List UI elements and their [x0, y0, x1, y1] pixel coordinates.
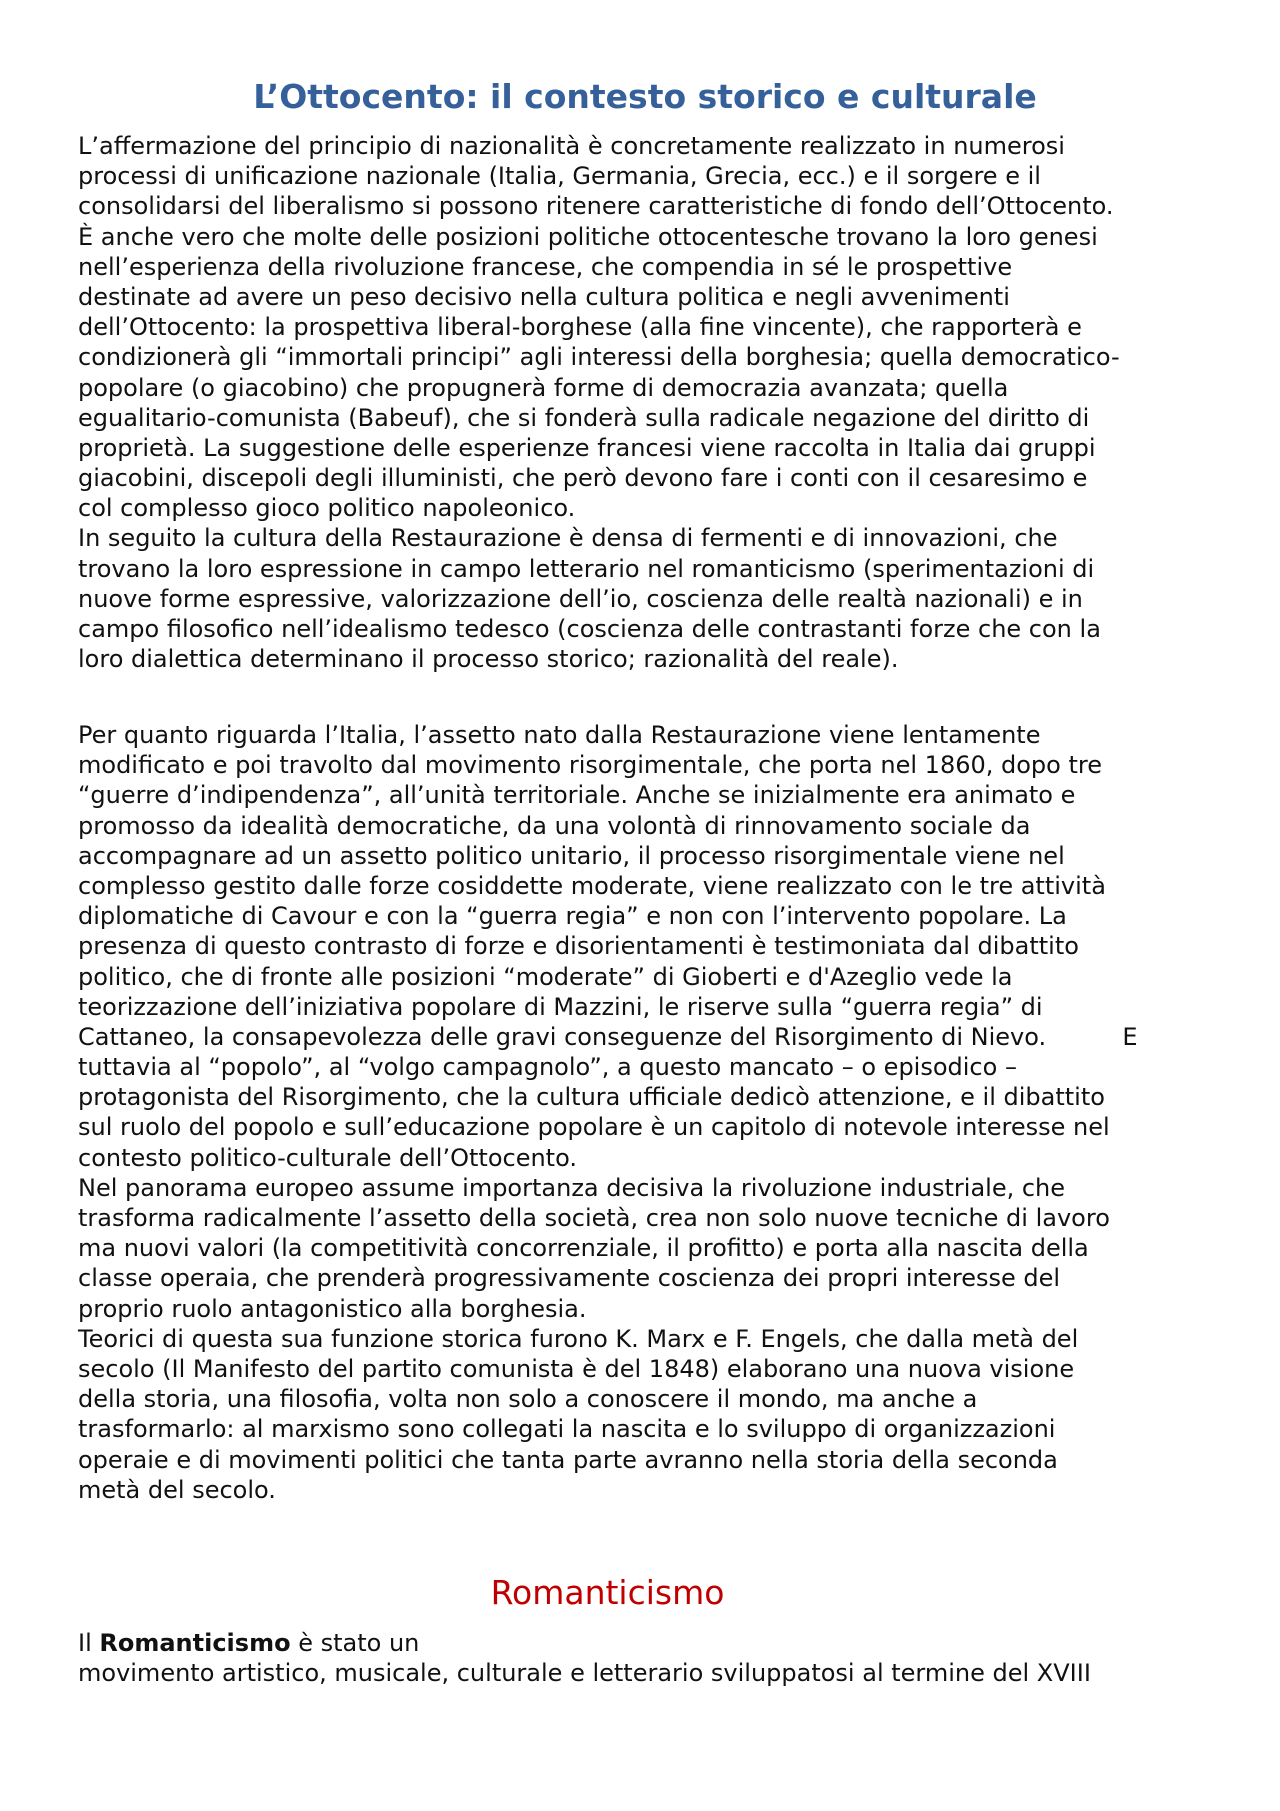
text-line: proprio ruolo antagonistico alla borghesia. — [78, 1294, 587, 1323]
text-line: È anche vero che molte delle posizioni politiche ottocentesche trovano la loro genesi — [78, 222, 1098, 251]
text-line: della storia, una filosofia, volta non solo a conoscere il mondo, ma anche a — [78, 1385, 978, 1414]
text-line: ma nuovi valori (la competitività concorrenziale, il profitto) e porta alla nascita della — [78, 1234, 1089, 1263]
text-line: destinate ad avere un peso decisivo nella cultura politica e negli avvenimenti — [78, 282, 1010, 311]
text-line: condizionerà gli “immortali principi” agli interessi della borghesia; quella democratico- — [78, 343, 1120, 372]
text-line: egualitario-comunista (Babeuf), che si fonderà sulla radicale negazione del diritto di — [78, 403, 1090, 432]
page-title: L’Ottocento: il contesto storico e culturale — [253, 77, 1037, 116]
text-line: classe operaia, che prenderà progressivamente coscienza dei propri interesse del — [78, 1264, 1061, 1293]
text-line: teorizzazione dell’iniziativa popolare di Mazzini, le riserve sulla “guerra regia” di — [78, 992, 1043, 1021]
section-title-romanticismo: Romanticismo — [490, 1573, 725, 1612]
text-line — [78, 1628, 1278, 1658]
text-line: Nel panorama europeo assume importanza decisiva la rivoluzione industriale, che — [78, 1173, 1066, 1202]
text-line: trovano la loro espressione in campo letterario nel romanticismo (sperimentazioni di — [78, 554, 1095, 583]
bold-term-romanticismo: Romanticismo — [99, 1629, 291, 1657]
text-line: popolare (o giacobino) che propugnerà forme di democrazia avanzata; quella — [78, 373, 1009, 402]
text-line: complesso gestito dalle forze cosiddette moderate, viene realizzato con le tre attività — [78, 871, 1106, 900]
text-line: sul ruolo del popolo e sull’educazione popolare è un capitolo di notevole interesse nel — [78, 1113, 1110, 1142]
text-line: processi di unificazione nazionale (Italia, Germania, Grecia, ecc.) e il sorgere e il — [78, 162, 1041, 191]
text-line: campo filosofico nell’idealismo tedesco (coscienza delle contrastanti forze che con la — [78, 615, 1101, 643]
paragraph-block-romanticismo — [78, 1628, 1278, 1688]
text-line: metà del secolo. — [78, 1475, 276, 1504]
text-line: Cattaneo, la consapevolezza delle gravi conseguenze del Risorgimento di Nievo. E — [78, 1022, 1138, 1051]
text-line: trasformarlo: al marxismo sono collegati la nascita e lo sviluppo di organizzazioni — [78, 1415, 1056, 1444]
text-line: secolo (Il Manifesto del partito comunista è del 1848) elaborano una nuova visione — [78, 1354, 1075, 1383]
text-line: nuove forme espressive, valorizzazione dell’io, coscienza delle realtà nazionali) e in — [78, 584, 1083, 613]
text-line: protagonista del Risorgimento, che la cultura ufficiale dedicò attenzione, e il dibattito — [78, 1083, 1105, 1112]
text-line: trasforma radicalmente l’assetto della società, crea non solo nuove tecniche di lavoro — [78, 1204, 1110, 1232]
text-line: presenza di questo contrasto di forze e disorientamenti è testimoniata dal dibattito — [78, 932, 1079, 961]
text-line: “guerre d’indipendenza”, all’unità territoriale. Anche se inizialmente era animato e — [78, 781, 1076, 810]
text-line: Per quanto riguarda l’Italia, l’assetto nato dalla Restaurazione viene lentamente — [78, 721, 1041, 749]
paragraph-block-risorgimento — [78, 720, 1278, 1505]
text-line: promosso da idealità democratiche, da una volontà di rinnovamento sociale da — [78, 811, 1031, 840]
text-line: operaie e di movimenti politici che tanta parte avranno nella storia della seconda — [78, 1445, 1058, 1474]
text-line: giacobini, discepoli degli illuministi, che però devono fare i conti con il cesaresimo e — [78, 464, 1088, 493]
text-line: In seguito la cultura della Restaurazione è densa di fermenti e di innovazioni, che — [78, 524, 1058, 553]
text-line: accompagnare ad un assetto politico unitario, il processo risorgimentale viene nel — [78, 841, 1065, 870]
paragraph-block-context — [78, 131, 1278, 674]
text-line: diplomatiche di Cavour e con la “guerra regia” e non con l’intervento popolare. La — [78, 902, 1067, 931]
text-line: politico, che di fronte alle posizioni “moderate” di Gioberti e d'Azeglio vede la — [78, 962, 1013, 991]
text-line: consolidarsi del liberalismo si possono ritenere caratteristiche di fondo dell’Ottocento. — [78, 192, 1114, 221]
text-line: nell’esperienza della rivoluzione francese, che compendia in sé le prospettive — [78, 252, 1013, 281]
text-line: col complesso gioco politico napoleonico. — [78, 494, 576, 523]
text-line: modificato e poi travolto dal movimento risorgimentale, che porta nel 1860, dopo tre — [78, 751, 1102, 780]
text-line: proprietà. La suggestione delle esperienze francesi viene raccolta in Italia dai gruppi — [78, 433, 1096, 462]
text-line: loro dialettica determinano il processo storico; razionalità del reale). — [78, 645, 899, 674]
intro-prefix: Il — [78, 1629, 100, 1657]
intro-suffix: è stato un — [290, 1629, 420, 1657]
text-line: contesto politico-culturale dell’Ottocento. — [78, 1143, 577, 1172]
text-line: Teorici di questa sua funzione storica furono K. Marx e F. Engels, che dalla metà del — [78, 1324, 1079, 1353]
text-line: movimento artistico, musicale, culturale e letterario sviluppatosi al termine del XVIII — [78, 1659, 1091, 1688]
text-line: tuttavia al “popolo”, al “volgo campagnolo”, a questo mancato – o episodico – — [78, 1053, 1017, 1082]
text-line: L’affermazione del principio di nazionalità è concretamente realizzato in numerosi — [78, 132, 1065, 160]
text-line: dell’Ottocento: la prospettiva liberal-borghese (alla fine vincente), che rapporterà e — [78, 313, 1082, 342]
